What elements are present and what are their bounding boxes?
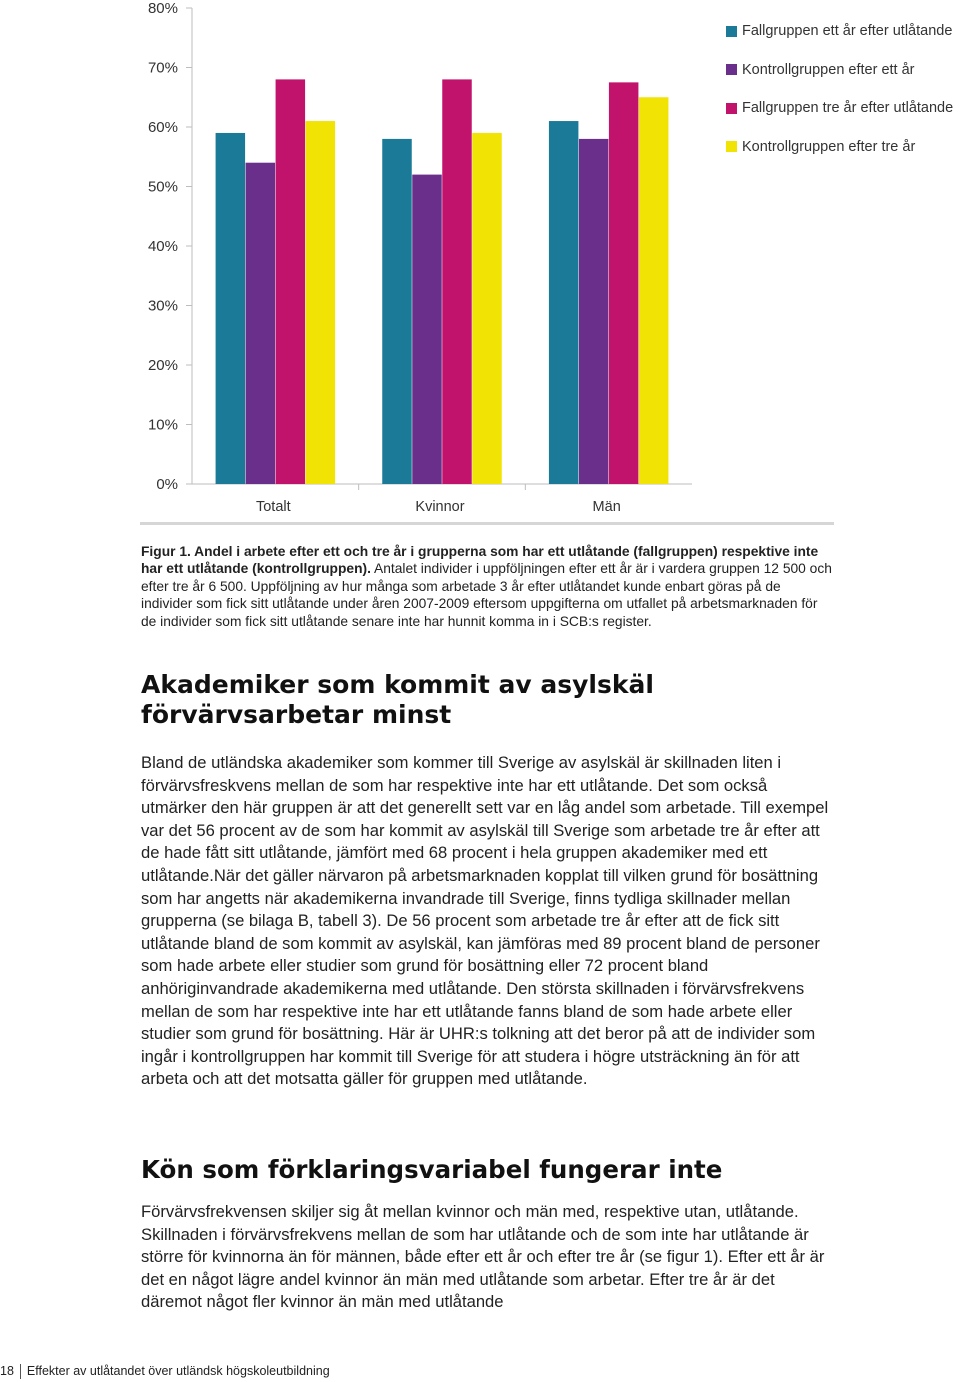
legend-swatch — [726, 26, 737, 37]
legend-swatch — [726, 103, 737, 114]
body-paragraph: Bland de utländska akademiker som kommer till Sverige av asylskäl är skillnaden liten i förvärvsfreskvens mellan de som har respektive inte har ett utlåtande. Det som också utmärker den här gruppen är att det generellt sett var en låg andel som arbetade. Till exempel var det 56 procent av de som har kommit av asylskäl till Sverige som arbetade tre år efter att de hade fått sitt utlåtande, jämfört med 68 procent i hela gruppen akademiker med ett utlåtande.När det gäller närvaron på arbetsmarknaden kopplat till vilken grund för bosättning som har angetts när akademikerna invandrade till Sverige, finns tydliga skillnader mellan grupperna (se bilaga B, tabell 3). De 56 procent som arbetade tre år efter att de fick sitt utlåtande bland de som kommit av asylskäl, kan jämföras med 89 procent bland de personer som hade arbete eller studier som grund för bosättning eller 72 procent bland anhöriginvandrade akademikerna med utlåtande. Den största skillnaden i förvärvsfrekvens mellan de som har respektive inte har ett utlåtande fanns bland de som hade arbete eller studier som grund för bosättning. Här är UHR:s tolkning att det beror på att de individer som ingår i kontrollgruppen har kommit till Sverige för att studera i högre utsträckning än för att arbeta och att det motsatta gäller för gruppen med utlåtande. — [141, 753, 829, 1089]
page-footer — [0, 1364, 330, 1379]
section-heading: Akademiker som kommit av asylskäl förvärvsarbetar minst — [141, 670, 654, 729]
bar — [472, 133, 502, 484]
legend-label: Fallgruppen ett år efter utlåtande — [742, 23, 953, 40]
section-heading: Kön som förklaringsvariabel fungerar inte — [141, 1155, 723, 1184]
bar — [246, 163, 275, 484]
bar — [412, 175, 442, 484]
bar — [639, 97, 669, 484]
legend-label: Kontrollgruppen efter tre år — [742, 138, 916, 155]
y-tick-label: 60% — [147, 119, 178, 136]
y-tick-label: 0% — [156, 476, 178, 493]
page-number: 18 — [0, 1364, 14, 1378]
legend-item — [726, 89, 953, 128]
legend-swatch — [726, 64, 737, 75]
y-tick-label: 20% — [147, 357, 178, 374]
figure-caption — [141, 543, 835, 630]
y-tick-label: 70% — [147, 59, 178, 77]
x-category-label: Kvinnor — [415, 499, 465, 515]
y-tick-label: 30% — [147, 297, 178, 315]
y-tick-label: 40% — [147, 238, 178, 255]
bar — [382, 139, 412, 484]
caption-title: Figur 1. Andel i arbete efter ett och tre år i grupperna som har ett utlåtande (fallgruppen) respektive inte har ett utlåtande (kontrollgruppen). — [141, 544, 819, 577]
bar — [579, 139, 609, 484]
legend-label: Fallgruppen tre år efter utlåtande — [742, 100, 954, 117]
body-paragraph: Förvärvsfrekvensen skiljer sig åt mellan kvinnor och män med, respektive utan, utlåtande. Skillnaden i förvärvsfrekvens mellan de som har utlåtande och de som inte har utlåtande är större för kvinnorna än för männen, både efter ett år och efter tre år (se figur 1). Efter ett år är det en något lägre andel kvinnor än män med utlåtande som arbetar. Efter tre år är det däremot något fler kvinnor än män med utlåtande — [141, 1202, 825, 1312]
legend-item — [726, 51, 953, 90]
chart-legend — [726, 12, 953, 166]
y-tick-label: 50% — [147, 178, 178, 196]
x-category-label: Totalt — [255, 499, 291, 515]
footer-title: Effekter av utlåtandet över utländsk högskoleutbildning — [26, 1364, 330, 1378]
caption-text: Antalet individer i uppföljningen efter ett år är i vardera gruppen 12 500 och efter tre år 6 500. Uppföljning av hur många som arbetade 3 år efter utlåtandet kunde enbart göras på de individer som fick sitt utlåtande under åren 2007-2009 eftersom uppgifterna om utfallet på arbetsmarknaden för de individer som fick sitt utlåtande senare inte har hunnit komma in i SCB:s register. — [141, 561, 832, 629]
x-category-label: Män — [592, 499, 621, 515]
y-tick-label: 80% — [147, 0, 178, 17]
legend-swatch — [726, 141, 737, 152]
bar — [276, 79, 306, 484]
legend-item — [726, 12, 953, 51]
legend-label: Kontrollgruppen efter ett år — [742, 61, 915, 78]
footer-separator — [20, 1364, 21, 1379]
y-tick-label: 10% — [147, 416, 178, 434]
bar — [306, 121, 336, 484]
bar — [549, 121, 579, 484]
bar — [609, 82, 639, 484]
bar — [216, 133, 246, 484]
bar — [442, 79, 472, 484]
caption-divider — [140, 522, 834, 525]
legend-item — [726, 128, 953, 167]
